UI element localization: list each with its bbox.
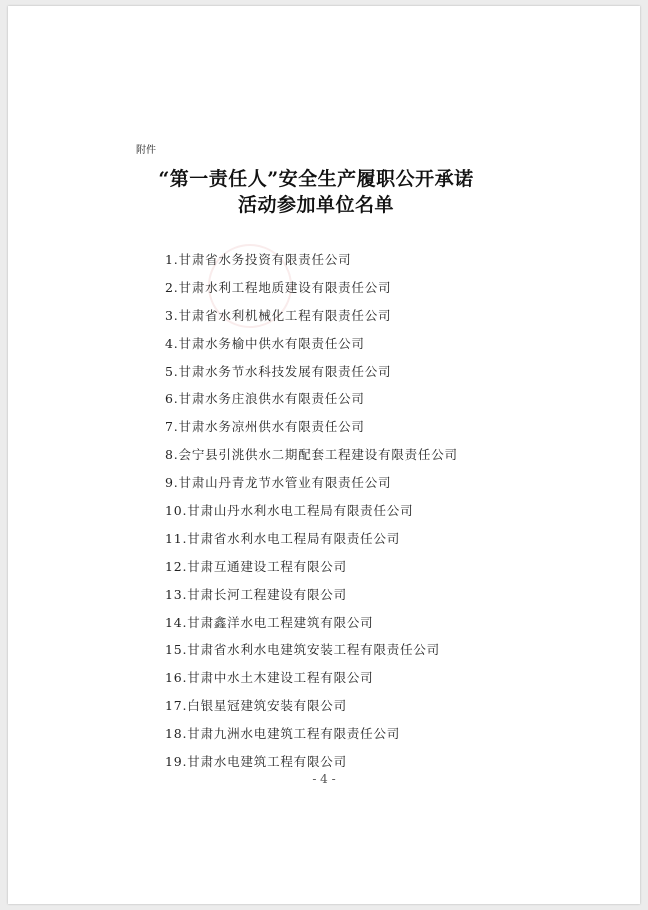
document-title-line-1: “第一责任人”安全生产履职公开承诺 [158,168,474,190]
list-item: 13.甘肃长河工程建设有限公司 [165,586,347,602]
list-item: 19.甘肃水电建筑工程有限公司 [165,754,347,770]
list-item: 6.甘肃水务庄浪供水有限责任公司 [165,391,365,407]
attachment-label: 附件 [136,145,156,156]
document-page [8,6,640,904]
list-item: 18.甘肃九洲水电建筑工程有限责任公司 [165,726,401,742]
list-item: 14.甘肃鑫洋水电工程建筑有限公司 [165,614,374,630]
list-item: 10.甘肃山丹水利水电工程局有限责任公司 [165,503,414,519]
document-title-line-2: 活动参加单位名单 [237,194,394,216]
list-item: 15.甘肃省水利水电建筑安装工程有限责任公司 [165,642,440,658]
unit-list [165,246,458,776]
list-item: 8.会宁县引洮供水二期配套工程建设有限责任公司 [165,447,458,463]
list-item: 7.甘肃水务凉州供水有限责任公司 [165,419,365,435]
page-number: - 4 - [312,772,336,786]
list-item: 16.甘肃中水土木建设工程有限公司 [165,670,374,686]
list-item: 17.白银星冠建筑安装有限公司 [165,698,347,714]
list-item: 2.甘肃水利工程地质建设有限责任公司 [165,279,392,295]
list-item: 9.甘肃山丹青龙节水管业有限责任公司 [165,475,392,491]
list-item: 12.甘肃互通建设工程有限公司 [165,558,347,574]
list-item: 11.甘肃省水利水电工程局有限责任公司 [165,530,401,546]
list-item: 5.甘肃水务节水科技发展有限责任公司 [165,363,392,379]
list-item: 4.甘肃水务榆中供水有限责任公司 [165,335,365,351]
list-item: 3.甘肃省水利机械化工程有限责任公司 [165,307,392,323]
list-item: 1.甘肃省水务投资有限责任公司 [165,252,352,267]
